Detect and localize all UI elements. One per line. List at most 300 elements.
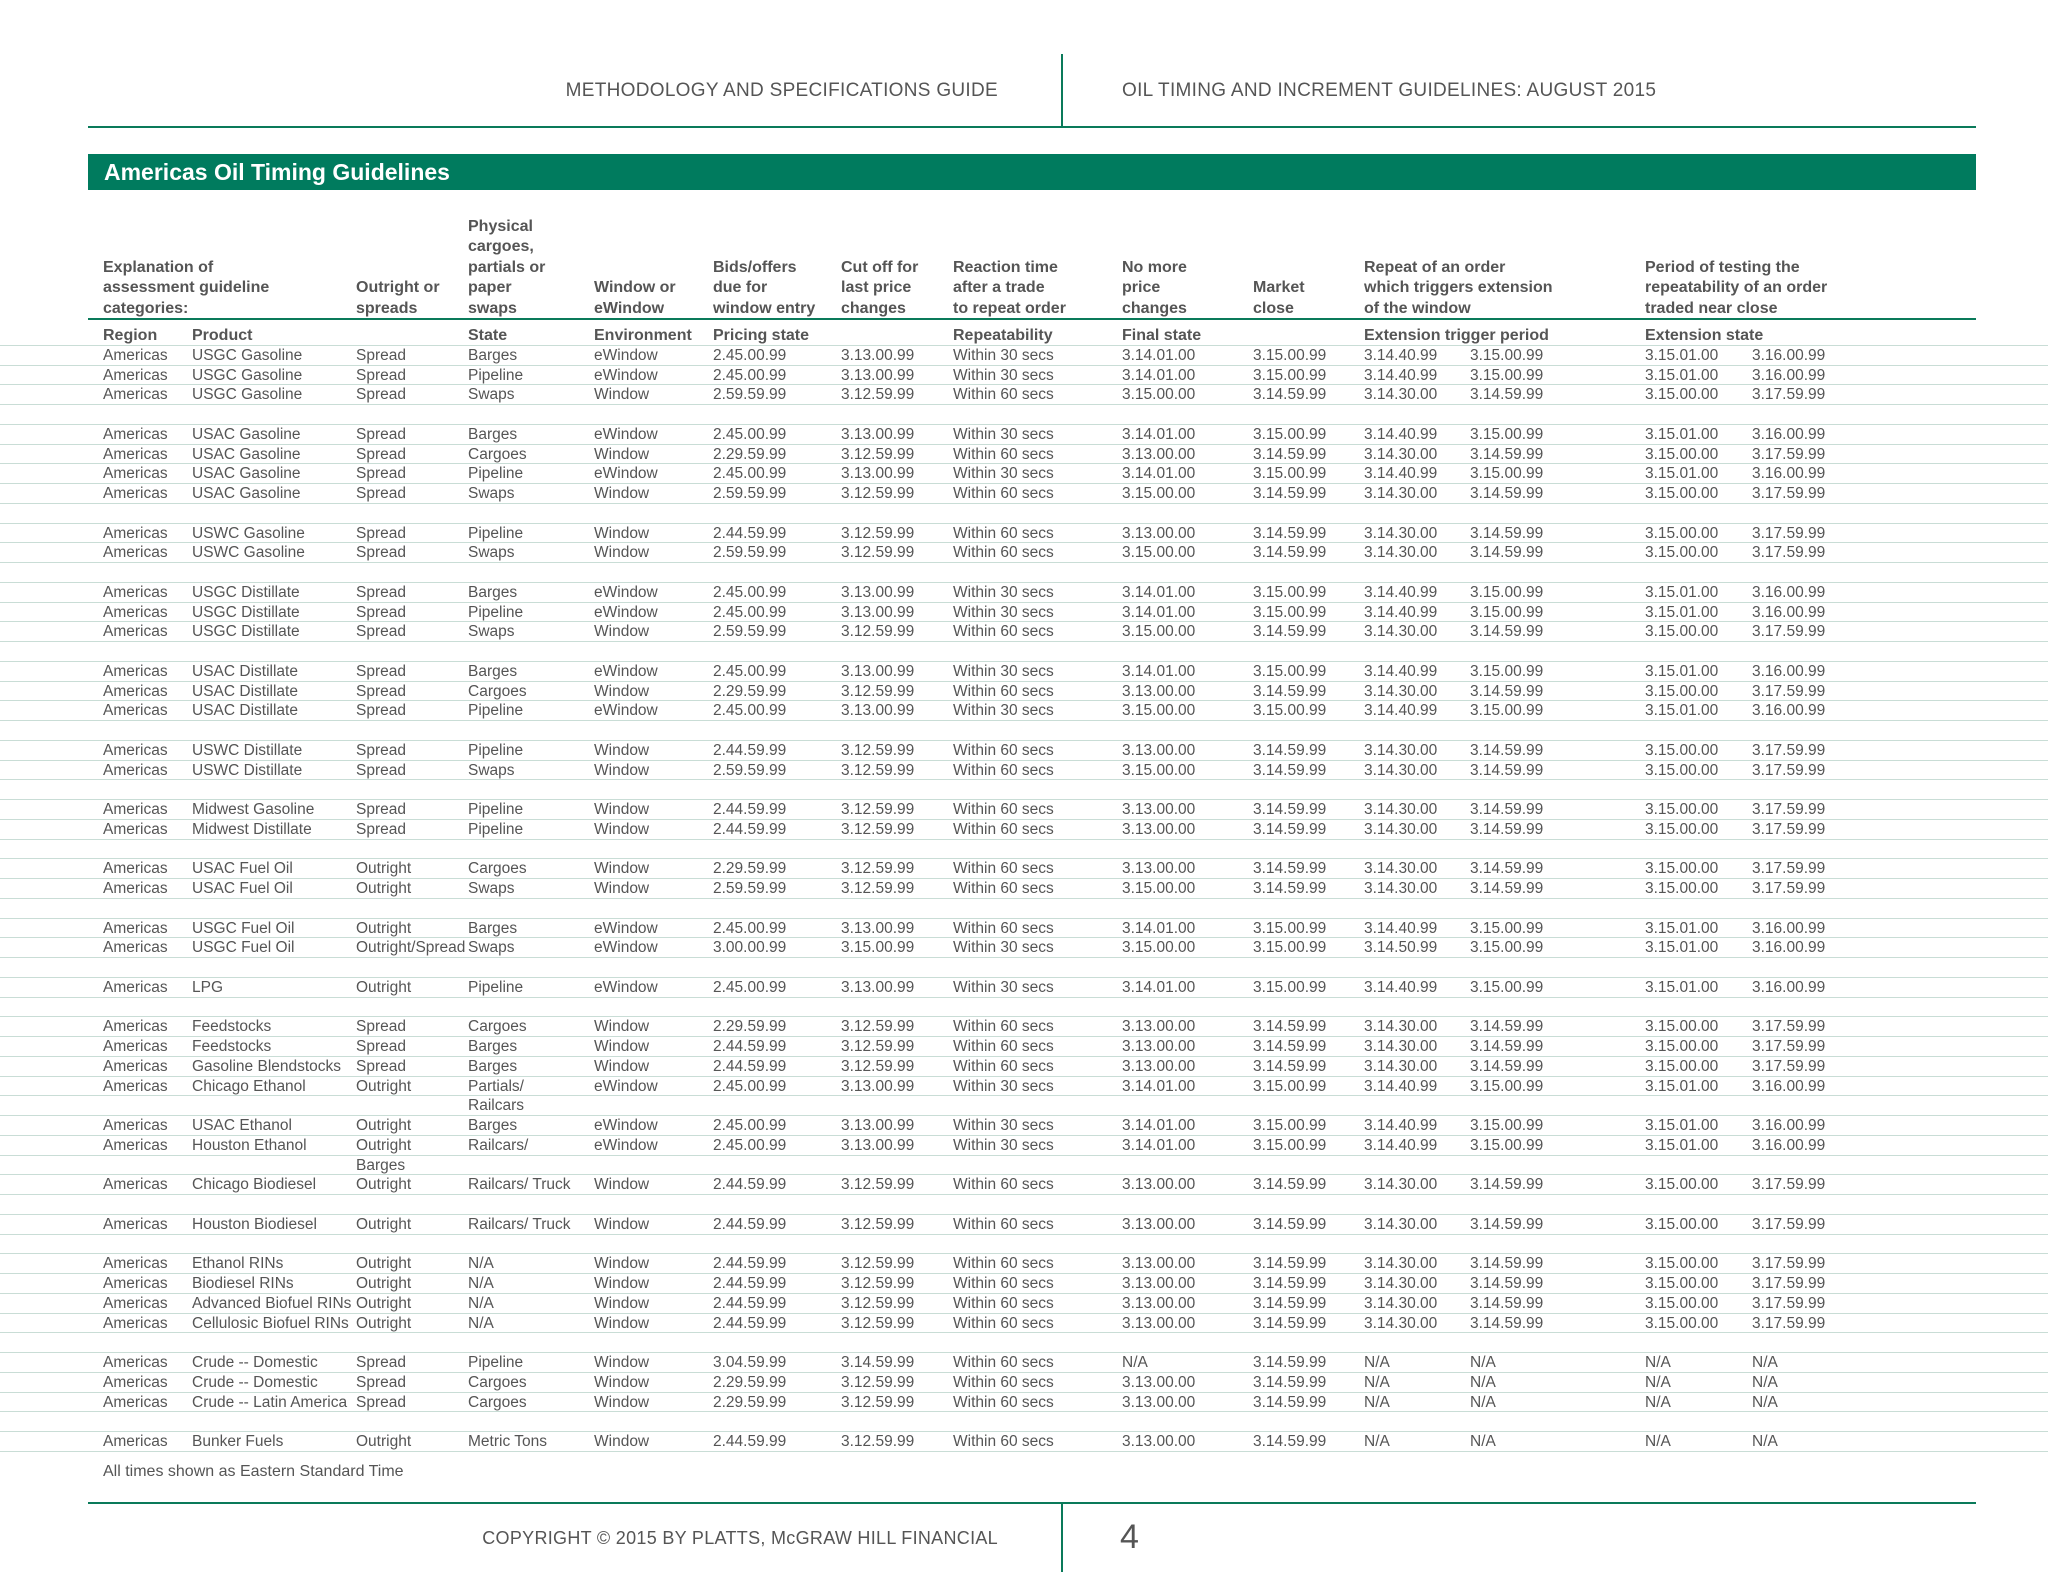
table-cell: 3.14.59.99 (1253, 524, 1327, 542)
table-cell: Americas (103, 880, 168, 897)
table-cell: Americas (103, 524, 168, 542)
table-cell: USWC Distillate (192, 741, 303, 759)
table-cell: 2.44.59.99 (713, 1314, 787, 1332)
header-guide-title: METHODOLOGY AND SPECIFICATIONS GUIDE (565, 80, 998, 101)
table-cell: 3.14.59.99 (1253, 1393, 1327, 1411)
table-cell: 3.14.59.99 (1253, 1373, 1327, 1391)
table-spacer-row (0, 563, 2048, 583)
table-cell: 3.15.00.00 (1122, 623, 1196, 641)
column-headers (0, 207, 2048, 319)
table-cell: 2.45.00.99 (713, 346, 787, 364)
table-cell: Spread (356, 702, 406, 720)
table-cell: 3.15.01.00 (1645, 346, 1719, 364)
table-cell: eWindow (594, 583, 658, 601)
table-cell: 3.15.00.00 (1645, 1275, 1719, 1292)
table-cell: 3.14.59.99 (1253, 1314, 1327, 1332)
table-cell: 3.14.01.00 (1122, 978, 1196, 996)
table-cell: USWC Gasoline (192, 524, 305, 542)
table-cell: Spread (356, 445, 406, 463)
table-cell: 3.15.00.99 (1253, 1117, 1327, 1134)
table-spacer-row (0, 405, 2048, 425)
table-cell: 3.16.00.99 (1752, 583, 1826, 601)
table-cell: Spread (356, 820, 406, 838)
table-cell: Spread (356, 662, 406, 680)
table-cell: Americas (103, 485, 168, 502)
table-cell: N/A (468, 1255, 494, 1273)
table-cell: Window (594, 761, 650, 779)
table-cell: 3.15.01.00 (1645, 939, 1719, 957)
table-cell: Spread (356, 1038, 406, 1055)
table-cell: Cargoes (468, 682, 527, 700)
table-spacer-row (0, 899, 2048, 919)
table-cell: 3.04.59.99 (713, 1354, 787, 1371)
table-cell: 2.44.59.99 (713, 1215, 787, 1233)
table-cell: 3.14.59.99 (1253, 623, 1327, 641)
table-cell: N/A (1364, 1354, 1390, 1371)
table-row (0, 859, 2048, 879)
table-cell: 2.44.59.99 (713, 1275, 787, 1292)
column-header-explanation: Explanation of assessment guideline categories: (103, 258, 270, 317)
table-cell: Chicago Biodiesel (192, 1176, 317, 1194)
table-cell: 3.14.59.99 (1253, 1433, 1327, 1450)
table-cell: Window (594, 524, 650, 542)
table-cell: 3.14.30.00 (1364, 820, 1438, 838)
table-cell: N/A (1470, 1393, 1496, 1411)
table-cell: Americas (103, 366, 168, 384)
table-cell: Cargoes (468, 860, 527, 878)
table-row (0, 761, 2048, 781)
table-cell: Pipeline (468, 702, 524, 720)
table-row (0, 622, 2048, 642)
table-cell: eWindow (594, 702, 658, 720)
table-cell: 3.15.00.99 (1253, 702, 1327, 720)
table-cell: Swaps (468, 761, 515, 779)
table-cell: 3.13.00.00 (1122, 1433, 1196, 1450)
table-cell: 3.17.59.99 (1752, 485, 1826, 502)
table-cell: Ethanol RINs (192, 1255, 284, 1273)
table-cell: 2.45.00.99 (713, 1136, 787, 1154)
table-cell: USAC Fuel Oil (192, 880, 293, 897)
table-cell: 3.15.00.00 (1122, 939, 1196, 957)
table-cell: 3.14.30.00 (1364, 1275, 1438, 1292)
table-cell: Pipeline (468, 366, 524, 384)
table-cell: 3.13.00.00 (1122, 820, 1196, 838)
table-cell: 3.15.00.00 (1645, 860, 1719, 878)
table-cell: Within 60 secs (953, 1433, 1054, 1450)
table-cell: Outright (356, 1433, 412, 1450)
table-cell: 3.17.59.99 (1752, 801, 1826, 818)
table-cell: 3.15.00.00 (1645, 1215, 1719, 1233)
table-cell: 3.15.00.00 (1122, 485, 1196, 502)
table-row (0, 464, 2048, 484)
column-header-reaction-time: Reaction time after a trade to repeat order (953, 258, 1066, 317)
table-cell: Americas (103, 1018, 168, 1036)
table-cell: Within 60 secs (953, 741, 1054, 759)
table-cell: 3.13.00.00 (1122, 1314, 1196, 1332)
table-cell: 3.13.00.00 (1122, 1275, 1196, 1292)
table-cell: Pipeline (468, 1354, 524, 1371)
table-cell: eWindow (594, 603, 658, 621)
table-cell: 3.14.01.00 (1122, 583, 1196, 601)
table-cell: 3.13.00.99 (841, 1136, 915, 1154)
table-cell: 3.15.00.99 (1470, 346, 1544, 364)
table-cell: Midwest Distillate (192, 820, 312, 838)
table-cell: Within 60 secs (953, 1294, 1054, 1312)
table-cell: 3.14.30.00 (1364, 1255, 1438, 1273)
table-cell: 3.15.00.99 (1253, 603, 1327, 621)
table-spacer-row (0, 780, 2048, 800)
table-cell: 3.14.59.99 (1253, 386, 1327, 404)
table-row (0, 1057, 2048, 1077)
table-cell: Within 30 secs (953, 425, 1054, 443)
table-cell: Spread (356, 682, 406, 700)
table-row (0, 800, 2048, 820)
table-cell: 3.15.00.00 (1645, 1018, 1719, 1036)
table-cell: Americas (103, 702, 168, 720)
table-cell: 3.14.59.99 (1253, 1354, 1327, 1371)
table-cell: 3.15.01.00 (1645, 603, 1719, 621)
table-cell: 3.12.59.99 (841, 1393, 915, 1411)
table-cell: 3.16.00.99 (1752, 1136, 1826, 1154)
table-cell: 2.44.59.99 (713, 1294, 787, 1312)
table-cell: 3.12.59.99 (841, 1057, 915, 1075)
table-cell: 3.14.59.99 (1470, 860, 1544, 878)
table-cell: Crude -- Domestic (192, 1373, 318, 1391)
table-row (0, 1254, 2048, 1274)
table-cell: 3.14.59.99 (1470, 1176, 1544, 1194)
table-cell: 2.45.00.99 (713, 1117, 787, 1134)
table-cell: Within 60 secs (953, 445, 1054, 463)
table-cell: Outright (356, 1176, 412, 1194)
table-cell: 3.14.30.00 (1364, 485, 1438, 502)
table-cell: 3.13.00.00 (1122, 1176, 1196, 1194)
table-row (0, 919, 2048, 939)
table-spacer-row (0, 1195, 2048, 1215)
table-cell: Spread (356, 1373, 406, 1391)
table-cell: 3.14.59.99 (1470, 1215, 1544, 1233)
table-cell: Within 60 secs (953, 820, 1054, 838)
footer-divider (1061, 1502, 1063, 1572)
table-cell: Window (594, 544, 650, 562)
table-cell: Spread (356, 741, 406, 759)
table-cell: 3.14.59.99 (1253, 1294, 1327, 1312)
table-cell: 3.17.59.99 (1752, 741, 1826, 759)
table-cell: Window (594, 1294, 650, 1312)
header-rule (88, 126, 1976, 128)
table-cell: Americas (103, 603, 168, 621)
table-row (0, 879, 2048, 899)
table-spacer-row (0, 840, 2048, 860)
table-spacer-row (0, 642, 2048, 662)
table-cell: N/A (1752, 1354, 1778, 1371)
table-cell: Within 60 secs (953, 1373, 1054, 1391)
table-cell: 3.17.59.99 (1752, 1018, 1826, 1036)
table-cell: 3.14.59.99 (1253, 1255, 1327, 1273)
table-cell: Americas (103, 919, 168, 937)
table-cell: 3.14.40.99 (1364, 366, 1438, 384)
table-cell: 3.14.59.99 (1470, 445, 1544, 463)
table-cell: 3.12.59.99 (841, 1294, 915, 1312)
table-cell: Spread (356, 544, 406, 562)
table-cell: 3.15.00.00 (1645, 880, 1719, 897)
table-cell: 3.14.30.00 (1364, 880, 1438, 897)
table-cell: Spread (356, 761, 406, 779)
table-cell: 3.14.59.99 (1253, 880, 1327, 897)
table-cell: eWindow (594, 919, 658, 937)
table-cell: 3.17.59.99 (1752, 1038, 1826, 1055)
table-cell: 3.17.59.99 (1752, 682, 1826, 700)
table-cell: Railcars/ Truck (468, 1215, 571, 1233)
table-spacer-row (0, 504, 2048, 524)
table-cell: Swaps (468, 544, 515, 562)
table-cell: N/A (468, 1275, 494, 1292)
table-cell: Railcars/ Truck (468, 1176, 571, 1194)
table-cell: USGC Distillate (192, 623, 300, 641)
table-row (0, 1136, 2048, 1156)
table-cell: 3.15.00.99 (1253, 939, 1327, 957)
table-cell: 3.14.59.99 (1470, 761, 1544, 779)
table-cell: Outright (356, 880, 412, 897)
table-cell: Americas (103, 761, 168, 779)
table-cell: 2.45.00.99 (713, 919, 787, 937)
table-cell: Cellulosic Biofuel RINs (192, 1314, 349, 1332)
table-cell: 3.14.30.00 (1364, 1176, 1438, 1194)
table-cell: 3.13.00.99 (841, 662, 915, 680)
table-cell: 3.13.00.99 (841, 425, 915, 443)
table-cell: Cargoes (468, 445, 527, 463)
table-cell: 2.29.59.99 (713, 445, 787, 463)
table-cell: 3.14.40.99 (1364, 1136, 1438, 1154)
page-header (0, 0, 2048, 128)
table-cell: USAC Gasoline (192, 485, 301, 502)
table-cell: 2.44.59.99 (713, 741, 787, 759)
table-cell: 3.14.40.99 (1364, 346, 1438, 364)
table-cell: 3.15.00.00 (1645, 1038, 1719, 1055)
table-cell: 3.16.00.99 (1752, 662, 1826, 680)
table-cell: Spread (356, 465, 406, 483)
table-cell: Americas (103, 1057, 168, 1075)
table-cell: 2.59.59.99 (713, 761, 787, 779)
table-cell: eWindow (594, 425, 658, 443)
table-cell: Americas (103, 820, 168, 838)
table-cell: 3.14.01.00 (1122, 425, 1196, 443)
table-cell: 3.15.00.99 (1253, 1136, 1327, 1154)
table-cell: USAC Gasoline (192, 445, 301, 463)
table-row (0, 583, 2048, 603)
footnote: All times shown as Eastern Standard Time (103, 1463, 404, 1480)
table-row (0, 1294, 2048, 1314)
table-cell: 2.29.59.99 (713, 1373, 787, 1391)
table-cell: Window (594, 741, 650, 759)
table-row (0, 484, 2048, 504)
table-cell: 3.00.00.99 (713, 939, 787, 957)
table-cell: 3.17.59.99 (1752, 544, 1826, 562)
section-title: Americas Oil Timing Guidelines (88, 154, 1976, 190)
table-cell: Within 60 secs (953, 1018, 1054, 1036)
table-cell: Within 60 secs (953, 1275, 1054, 1292)
table-cell: 3.12.59.99 (841, 1275, 915, 1292)
table-cell: 3.14.59.99 (1253, 682, 1327, 700)
table-cell: 3.15.00.00 (1122, 880, 1196, 897)
table-cell: Outright (356, 919, 412, 937)
table-cell: Americas (103, 1275, 168, 1292)
table-cell: 3.13.00.00 (1122, 1018, 1196, 1036)
table-cell: Window (594, 1038, 650, 1055)
table-cell: USAC Distillate (192, 682, 298, 700)
table-cell: N/A (1752, 1393, 1778, 1411)
table-cell: 3.17.59.99 (1752, 1314, 1826, 1332)
table-cell: 3.14.59.99 (1470, 386, 1544, 404)
table-cell: Within 30 secs (953, 603, 1054, 621)
table-cell: 3.15.00.00 (1122, 702, 1196, 720)
table-cell: 2.59.59.99 (713, 386, 787, 404)
table-cell: 3.15.00.99 (841, 939, 915, 957)
table-cell: 3.14.30.00 (1364, 741, 1438, 759)
table-cell: eWindow (594, 1136, 658, 1154)
table-cell: 3.13.00.00 (1122, 1215, 1196, 1233)
table-cell: Within 60 secs (953, 524, 1054, 542)
table-cell: 3.14.59.99 (1470, 1038, 1544, 1055)
table-cell: 3.14.59.99 (1253, 1038, 1327, 1055)
table-row (0, 938, 2048, 958)
table-cell: N/A (1364, 1433, 1390, 1450)
table-spacer-row (0, 958, 2048, 978)
table-cell: Bunker Fuels (192, 1433, 284, 1450)
table-cell: Spread (356, 524, 406, 542)
table-cell: USGC Fuel Oil (192, 919, 295, 937)
table-cell: 3.14.59.99 (1470, 801, 1544, 818)
table-cell: 3.15.00.00 (1645, 1294, 1719, 1312)
table-cell: 3.15.00.99 (1253, 366, 1327, 384)
table-cell: Within 60 secs (953, 1393, 1054, 1411)
table-cell: Americas (103, 1314, 168, 1332)
table-row (0, 1096, 2048, 1116)
table-cell: 3.16.00.99 (1752, 603, 1826, 621)
table-cell: Window (594, 1314, 650, 1332)
table-cell: LPG (192, 978, 224, 996)
table-cell: 3.12.59.99 (841, 623, 915, 641)
table-cell: Within 60 secs (953, 623, 1054, 641)
table-cell: Extension state (1645, 327, 1764, 344)
table-cell: Within 60 secs (953, 682, 1054, 700)
table-row (0, 425, 2048, 445)
table-cell: 3.17.59.99 (1752, 1215, 1826, 1233)
table-cell: Within 60 secs (953, 485, 1054, 502)
table-cell: Americas (103, 445, 168, 463)
table-cell: 3.13.00.00 (1122, 524, 1196, 542)
table-cell: N/A (1470, 1373, 1496, 1391)
table-cell: Pipeline (468, 978, 524, 996)
table-cell: N/A (1645, 1393, 1671, 1411)
table-cell: 3.15.00.00 (1645, 761, 1719, 779)
table-cell: Swaps (468, 386, 515, 404)
table-cell: 2.44.59.99 (713, 1176, 787, 1194)
table-cell: 3.14.59.99 (1470, 880, 1544, 897)
table-cell: Window (594, 485, 650, 502)
table-cell: Window (594, 682, 650, 700)
table-cell: 3.13.00.00 (1122, 860, 1196, 878)
table-cell: Barges (468, 1057, 518, 1075)
table-cell: Within 60 secs (953, 801, 1054, 818)
table-cell: Americas (103, 939, 168, 957)
table-cell: Within 60 secs (953, 880, 1054, 897)
table-cell: 3.12.59.99 (841, 1018, 915, 1036)
table-cell: 2.45.00.99 (713, 662, 787, 680)
table-cell: N/A (1645, 1354, 1671, 1371)
table-cell: Crude -- Domestic (192, 1354, 318, 1371)
table-row (0, 1393, 2048, 1413)
table-cell: USWC Gasoline (192, 544, 305, 562)
column-header-outright: Outright or spreads (356, 279, 440, 317)
table-cell: USGC Distillate (192, 583, 300, 601)
table-cell: 3.14.59.99 (1253, 1176, 1327, 1194)
table-cell: Window (594, 860, 650, 878)
table-cell: 3.17.59.99 (1752, 880, 1826, 897)
column-header-cut-off: Cut off for last price changes (841, 258, 919, 317)
table-row (0, 366, 2048, 386)
table-cell: Extension trigger period (1364, 327, 1549, 344)
table-cell: 3.13.00.00 (1122, 741, 1196, 759)
table-cell: 3.13.00.99 (841, 978, 915, 996)
timing-table (0, 326, 2048, 1452)
table-cell: 3.15.00.99 (1253, 583, 1327, 601)
table-cell: 2.29.59.99 (713, 1018, 787, 1036)
table-cell: Product (192, 327, 253, 344)
header-divider (1061, 54, 1063, 128)
table-cell: Americas (103, 801, 168, 818)
table-cell: Barges (468, 425, 518, 443)
table-cell: Within 60 secs (953, 919, 1054, 937)
table-cell: Houston Ethanol (192, 1136, 307, 1154)
table-cell: Within 30 secs (953, 583, 1054, 601)
table-cell: 3.12.59.99 (841, 1038, 915, 1055)
column-header-market-close: Market close (1253, 279, 1305, 317)
table-cell: 3.15.00.99 (1253, 919, 1327, 937)
table-cell: 3.15.00.99 (1253, 465, 1327, 483)
table-cell: Americas (103, 662, 168, 680)
table-cell: USGC Gasoline (192, 346, 303, 364)
table-cell: Within 30 secs (953, 465, 1054, 483)
table-cell: USGC Distillate (192, 603, 300, 621)
table-cell: 3.15.00.99 (1470, 702, 1544, 720)
table-cell: 2.44.59.99 (713, 1433, 787, 1450)
table-cell: Americas (103, 1117, 168, 1134)
table-cell: Within 60 secs (953, 1057, 1054, 1075)
table-cell: Feedstocks (192, 1018, 272, 1036)
table-cell: 3.14.59.99 (1253, 1275, 1327, 1292)
table-cell: Railcars/ (468, 1136, 529, 1154)
table-cell: 3.16.00.99 (1752, 939, 1826, 957)
table-cell: 3.14.59.99 (1470, 524, 1544, 542)
table-cell: 2.45.00.99 (713, 425, 787, 443)
table-cell: 3.14.40.99 (1364, 583, 1438, 601)
table-cell: State (468, 327, 508, 344)
table-cell: USAC Distillate (192, 702, 298, 720)
table-cell: 3.13.00.00 (1122, 682, 1196, 700)
table-cell: 3.14.59.99 (1470, 1314, 1544, 1332)
table-cell: 3.14.01.00 (1122, 1077, 1196, 1095)
table-cell: Americas (103, 544, 168, 562)
table-cell: Gasoline Blendstocks (192, 1057, 342, 1075)
table-cell: USAC Distillate (192, 662, 298, 680)
table-cell: 3.15.00.00 (1122, 544, 1196, 562)
table-cell: Americas (103, 1294, 168, 1312)
table-cell: 3.14.40.99 (1364, 465, 1438, 483)
table-cell: 3.14.01.00 (1122, 1117, 1196, 1134)
table-cell: 3.14.59.99 (1253, 544, 1327, 562)
table-cell: Within 60 secs (953, 386, 1054, 404)
table-cell: N/A (1470, 1433, 1496, 1450)
